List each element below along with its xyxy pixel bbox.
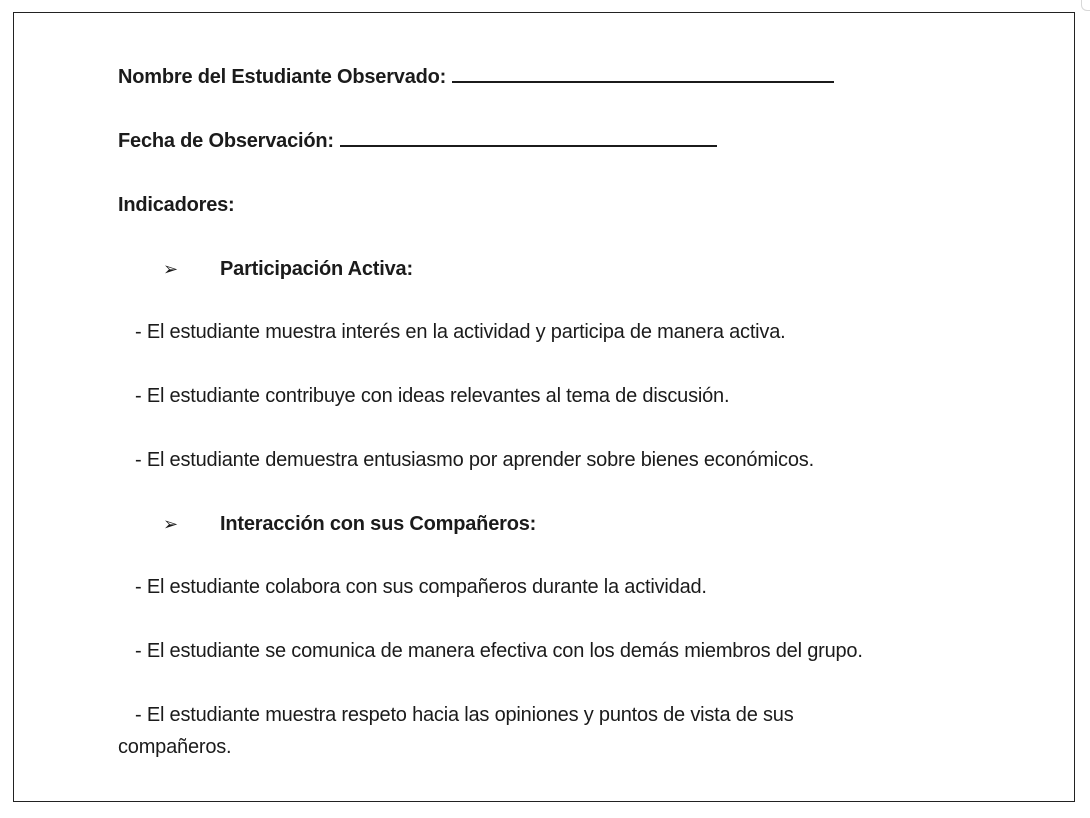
student-name-blank[interactable] (452, 63, 834, 83)
indicator-item: - El estudiante contribuye con ideas relevantes al tema de discusión. (135, 385, 730, 407)
indicator-item: - El estudiante colabora con sus compañeros durante la actividad. (135, 576, 707, 598)
page-corner-mark (1081, 0, 1090, 11)
indicator-item: - El estudiante demuestra entusiasmo por aprender sobre bienes económicos. (135, 449, 814, 471)
section-title-interaction: Interacción con sus Compañeros: (220, 513, 537, 535)
student-name-label: Nombre del Estudiante Observado: (118, 66, 447, 88)
arrow-bullet-icon: ➢ (163, 259, 179, 279)
section-title-participation: Participación Activa: (220, 258, 413, 280)
indicator-item: - El estudiante muestra interés en la actividad y participa de manera activa. (135, 321, 786, 343)
observation-date-field (118, 127, 717, 155)
observation-date-blank[interactable] (340, 127, 717, 147)
indicator-item-continuation: compañeros. (118, 736, 232, 758)
observation-date-label: Fecha de Observación: (118, 130, 334, 152)
student-name-field (118, 63, 834, 91)
indicator-item: - El estudiante muestra respeto hacia las opiniones y puntos de vista de sus (135, 704, 794, 726)
indicator-item: - El estudiante se comunica de manera efectiva con los demás miembros del grupo. (135, 640, 863, 662)
indicators-heading: Indicadores: (118, 194, 235, 216)
arrow-bullet-icon: ➢ (163, 514, 179, 534)
